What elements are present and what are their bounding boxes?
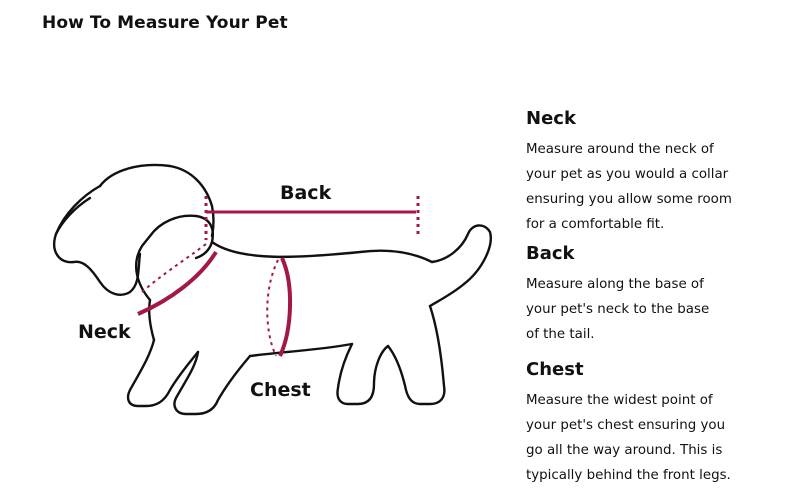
neck-section <box>526 108 786 237</box>
dog-tail <box>430 225 491 306</box>
dog-back <box>212 242 432 262</box>
neck-line-4: for a comfortable fit. <box>526 217 665 232</box>
dog-ear <box>54 186 140 295</box>
dog-skull <box>100 165 214 236</box>
chest-label: Chest <box>250 379 311 401</box>
neck-label: Neck <box>78 321 131 343</box>
chest-line-2: your pet's chest ensuring you <box>526 418 726 433</box>
chest-line-1: Measure the widest point of <box>526 393 713 408</box>
dog-belly <box>250 344 352 356</box>
back-line-2: your pet's neck to the base <box>526 302 710 317</box>
chest-measure-back <box>267 260 278 356</box>
neck-line-1: Measure around the neck of <box>526 142 714 157</box>
chest-heading: Chest <box>526 359 584 380</box>
chest-line-3: go all the way around. This is <box>526 443 723 458</box>
dog-inner-rear-leg <box>337 344 388 404</box>
back-label: Back <box>280 182 332 204</box>
chest-section <box>526 359 786 488</box>
dog-snout <box>56 198 90 234</box>
chest-measure-front <box>280 258 290 356</box>
neck-line-3: ensuring you allow some room <box>526 192 732 207</box>
chest-line-4: typically behind the front legs. <box>526 468 731 483</box>
page-title: How To Measure Your Pet <box>42 13 288 33</box>
back-section <box>526 243 786 347</box>
neck-heading: Neck <box>526 108 576 129</box>
back-line-1: Measure along the base of <box>526 277 704 292</box>
dog-outline <box>54 165 491 414</box>
back-line-3: of the tail. <box>526 327 595 342</box>
neck-measure-back <box>142 244 206 292</box>
chest-measure <box>267 258 290 356</box>
dog-inner-front-leg <box>128 340 198 406</box>
dog-front-leg <box>174 352 250 414</box>
neck-line-2: your pet as you would a collar <box>526 167 729 182</box>
back-heading: Back <box>526 243 575 264</box>
dog-rear-leg <box>388 306 444 404</box>
